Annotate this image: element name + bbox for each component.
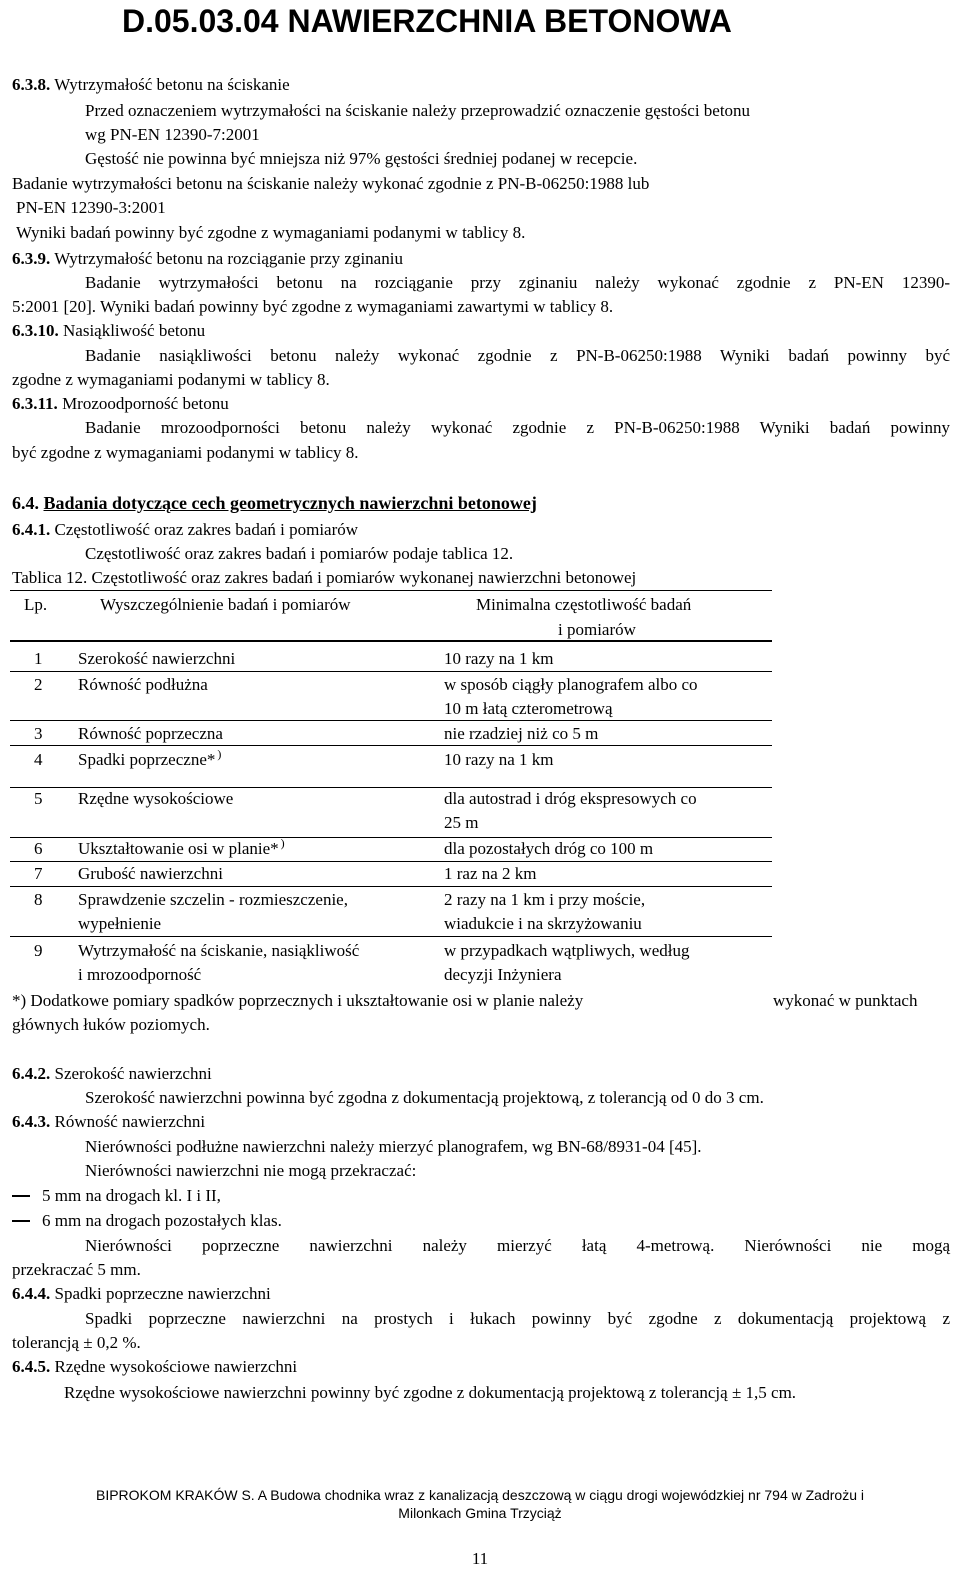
table-caption: Tablica 12. Częstotliwość oraz zakres badań i pomiarów wykonanej nawierzchni betonowej bbox=[12, 568, 637, 587]
table-cell-frequency-line2: decyzji Inżyniera bbox=[444, 965, 562, 984]
table-cell-frequency-line2: 10 m łatą czterometrową bbox=[444, 699, 613, 718]
section-6-4-heading bbox=[12, 492, 537, 514]
paragraph-line: Gęstość nie powinna być mniejsza niż 97% gęstości średniej podanej w recepcie. bbox=[85, 149, 638, 168]
footnote-marker: ) bbox=[280, 836, 285, 850]
section-number: 6.3.11. bbox=[12, 394, 58, 413]
table-cell-lp: 9 bbox=[34, 941, 43, 960]
table-cell-description: Szerokość nawierzchni bbox=[78, 649, 236, 668]
table-cell-description: Sprawdzenie szczelin - rozmieszczenie, bbox=[78, 890, 348, 909]
page-number: 11 bbox=[471, 1549, 489, 1568]
section-title: Wytrzymałość betonu na rozciąganie przy zginaniu bbox=[54, 249, 403, 268]
paragraph-line: Spadki poprzeczne nawierzchni na prostych i łukach powinny być zgodne z dokumentacją projektową z bbox=[85, 1309, 950, 1328]
section-number: 6.3.9. bbox=[12, 249, 51, 268]
list-bullet-dash bbox=[12, 1195, 30, 1197]
list-item: 6 mm na drogach pozostałych klas. bbox=[42, 1211, 282, 1230]
table-cell-description: Rzędne wysokościowe bbox=[78, 789, 234, 808]
paragraph-line: Częstotliwość oraz zakres badań i pomiarów podaje tablica 12. bbox=[85, 544, 514, 563]
table-cell-lp: 5 bbox=[34, 789, 43, 808]
paragraph-line: Wyniki badań powinny być zgodne z wymaganiami podanymi w tablicy 8. bbox=[16, 223, 526, 242]
section-number: 6.3.10. bbox=[12, 321, 59, 340]
table-cell-frequency: w przypadkach wątpliwych, według bbox=[444, 941, 690, 960]
paragraph-line: Badanie nasiąkliwości betonu należy wykonać zgodnie z PN-B-06250:1988 Wyniki badań powinny być bbox=[85, 346, 950, 365]
table-cell-lp: 4 bbox=[34, 750, 43, 769]
column-header-frequency-line2: i pomiarów bbox=[558, 620, 636, 639]
section-6-3-8-heading bbox=[12, 74, 290, 96]
section-6-4-2-heading bbox=[12, 1063, 212, 1085]
table-cell-frequency: dla autostrad i dróg ekspresowych co bbox=[444, 789, 697, 808]
footer-line: BIPROKOM KRAKÓW S. A Budowa chodnika wraz z kanalizacją deszczową w ciągu drogi wojewódzkiej nr 794 w Zadrożu i bbox=[95, 1487, 864, 1503]
table-cell-description: Ukształtowanie osi w planie* ) bbox=[78, 836, 285, 858]
table-footnote-line2: głównych łuków poziomych. bbox=[12, 1015, 210, 1034]
table-cell-frequency: w sposób ciągły planografem albo co bbox=[444, 675, 698, 694]
column-header-frequency: Minimalna częstotliwość badań bbox=[476, 595, 692, 614]
table-cell-description-line2: wypełnienie bbox=[78, 914, 162, 933]
section-6-4-5-heading bbox=[12, 1356, 297, 1378]
table-cell-frequency: 2 razy na 1 km i przy moście, bbox=[444, 890, 646, 909]
table-top-rule bbox=[10, 590, 772, 591]
table-footnote: *) Dodatkowe pomiary spadków poprzecznych i ukształtowanie osi w planie należy bbox=[12, 991, 584, 1010]
paragraph-line: wg PN-EN 12390-7:2001 bbox=[85, 125, 260, 144]
section-title: Rzędne wysokościowe nawierzchni bbox=[54, 1357, 298, 1376]
section-number: 6.4.3. bbox=[12, 1112, 51, 1131]
table-cell-frequency-line2: wiadukcie i na skrzyżowaniu bbox=[444, 914, 642, 933]
paragraph-line: Rzędne wysokościowe nawierzchni powinny być zgodne z dokumentacją projektową z tolerancją ± 1,5 cm. bbox=[64, 1383, 797, 1402]
table-cell-lp: 6 bbox=[34, 839, 43, 858]
paragraph-line: Przed oznaczeniem wytrzymałości na ściskanie należy przeprowadzić oznaczenie gęstości betonu bbox=[85, 101, 751, 120]
paragraph-line: PN-EN 12390-3:2001 bbox=[16, 198, 166, 217]
section-6-4-1-heading bbox=[12, 519, 358, 541]
list-bullet-dash bbox=[12, 1220, 30, 1222]
page-title: D.05.03.04 NAWIERZCHNIA BETONOWA bbox=[122, 3, 732, 39]
section-number: 6.4. bbox=[12, 493, 39, 513]
section-6-4-3-heading bbox=[12, 1111, 205, 1133]
column-header-description: Wyszczególnienie badań i pomiarów bbox=[100, 595, 351, 614]
table-cell-lp: 2 bbox=[34, 675, 43, 694]
table-cell-lp: 1 bbox=[34, 649, 43, 668]
section-6-3-9-heading bbox=[12, 248, 403, 270]
table-cell-frequency: 1 raz na 2 km bbox=[444, 864, 537, 883]
paragraph-line: 5:2001 [20]. Wyniki badań powinny być zgodne z wymaganiami zawartymi w tablicy 8. bbox=[12, 297, 614, 316]
paragraph-line: przekraczać 5 mm. bbox=[12, 1260, 141, 1279]
paragraph-line: Nierówności poprzeczne nawierzchni należy mierzyć łatą 4-metrową. Nierówności nie mogą bbox=[85, 1236, 950, 1255]
paragraph-line: Szerokość nawierzchni powinna być zgodna z dokumentacją projektową, z tolerancją od 0 do 3 cm. bbox=[85, 1088, 764, 1107]
section-number: 6.3.8. bbox=[12, 75, 51, 94]
table-cell-lp: 7 bbox=[34, 864, 43, 883]
table-cell-lp: 3 bbox=[34, 724, 43, 743]
paragraph-line: Badanie mrozoodporności betonu należy wykonać zgodnie z PN-B-06250:1988 Wyniki badań powinny bbox=[85, 418, 950, 437]
section-number: 6.4.1. bbox=[12, 520, 51, 539]
section-title: Równość nawierzchni bbox=[54, 1112, 206, 1131]
footer-line: Milonkach Gmina Trzyciąż bbox=[398, 1505, 562, 1521]
table-row-rule bbox=[10, 745, 772, 746]
table-row-rule bbox=[10, 936, 772, 937]
section-title: Wytrzymałość betonu na ściskanie bbox=[54, 75, 290, 94]
table-cell-description: Spadki poprzeczne* ) bbox=[78, 747, 222, 769]
table-cell-description: Równość poprzeczna bbox=[78, 724, 223, 743]
table-cell-frequency-line2: 25 m bbox=[444, 813, 479, 832]
section-number: 6.4.2. bbox=[12, 1064, 51, 1083]
table-footnote-continued: wykonać w punktach bbox=[773, 991, 918, 1010]
table-cell-description-line2: i mrozoodporność bbox=[78, 965, 202, 984]
paragraph-line: Badanie wytrzymałości betonu na ściskanie należy wykonać zgodnie z PN-B-06250:1988 lub bbox=[12, 174, 650, 193]
table-row-rule bbox=[10, 886, 772, 887]
section-6-3-11-heading bbox=[12, 393, 229, 415]
paragraph-line: Nierówności podłużne nawierzchni należy mierzyć planografem, wg BN-68/8931-04 [45]. bbox=[85, 1137, 702, 1156]
table-cell-frequency: dla pozostałych dróg co 100 m bbox=[444, 839, 654, 858]
section-6-4-4-heading bbox=[12, 1283, 271, 1305]
paragraph-line: tolerancją ± 0,2 %. bbox=[12, 1333, 141, 1352]
table-cell-description: Grubość nawierzchni bbox=[78, 864, 223, 883]
paragraph-line: zgodne z wymaganiami podanymi w tablicy 8. bbox=[12, 370, 330, 389]
table-cell-frequency: nie rzadziej niż co 5 m bbox=[444, 724, 599, 743]
table-row-rule bbox=[10, 671, 772, 672]
section-title: Spadki poprzeczne nawierzchni bbox=[54, 1284, 271, 1303]
paragraph-line: być zgodne z wymaganiami podanymi w tablicy 8. bbox=[12, 443, 359, 462]
footnote-marker: ) bbox=[217, 747, 222, 761]
table-row-rule bbox=[10, 720, 772, 721]
section-title: Mrozoodporność betonu bbox=[62, 394, 229, 413]
table-cell-lp: 8 bbox=[34, 890, 43, 909]
section-title: Nasiąkliwość betonu bbox=[63, 321, 206, 340]
column-header-lp: Lp. bbox=[24, 595, 48, 614]
section-number: 6.4.4. bbox=[12, 1284, 51, 1303]
table-row-rule bbox=[10, 861, 772, 862]
paragraph-line: Badanie wytrzymałości betonu na rozciąganie przy zginaniu należy wykonać zgodnie z PN-EN 12390- bbox=[85, 273, 950, 292]
list-item: 5 mm na drogach kl. I i II, bbox=[42, 1186, 221, 1205]
table-cell-description: Równość podłużna bbox=[78, 675, 208, 694]
section-6-3-10-heading bbox=[12, 320, 205, 342]
section-title: Badania dotyczące cech geometrycznych nawierzchni betonowej bbox=[43, 493, 537, 513]
section-title: Częstotliwość oraz zakres badań i pomiarów bbox=[54, 520, 359, 539]
table-header-rule bbox=[10, 640, 772, 642]
table-cell-frequency: 10 razy na 1 km bbox=[444, 649, 554, 668]
table-cell-frequency: 10 razy na 1 km bbox=[444, 750, 554, 769]
paragraph-line: Nierówności nawierzchni nie mogą przekraczać: bbox=[85, 1161, 417, 1180]
section-number: 6.4.5. bbox=[12, 1357, 51, 1376]
section-title: Szerokość nawierzchni bbox=[54, 1064, 212, 1083]
table-cell-description: Wytrzymałość na ściskanie, nasiąkliwość bbox=[78, 941, 360, 960]
